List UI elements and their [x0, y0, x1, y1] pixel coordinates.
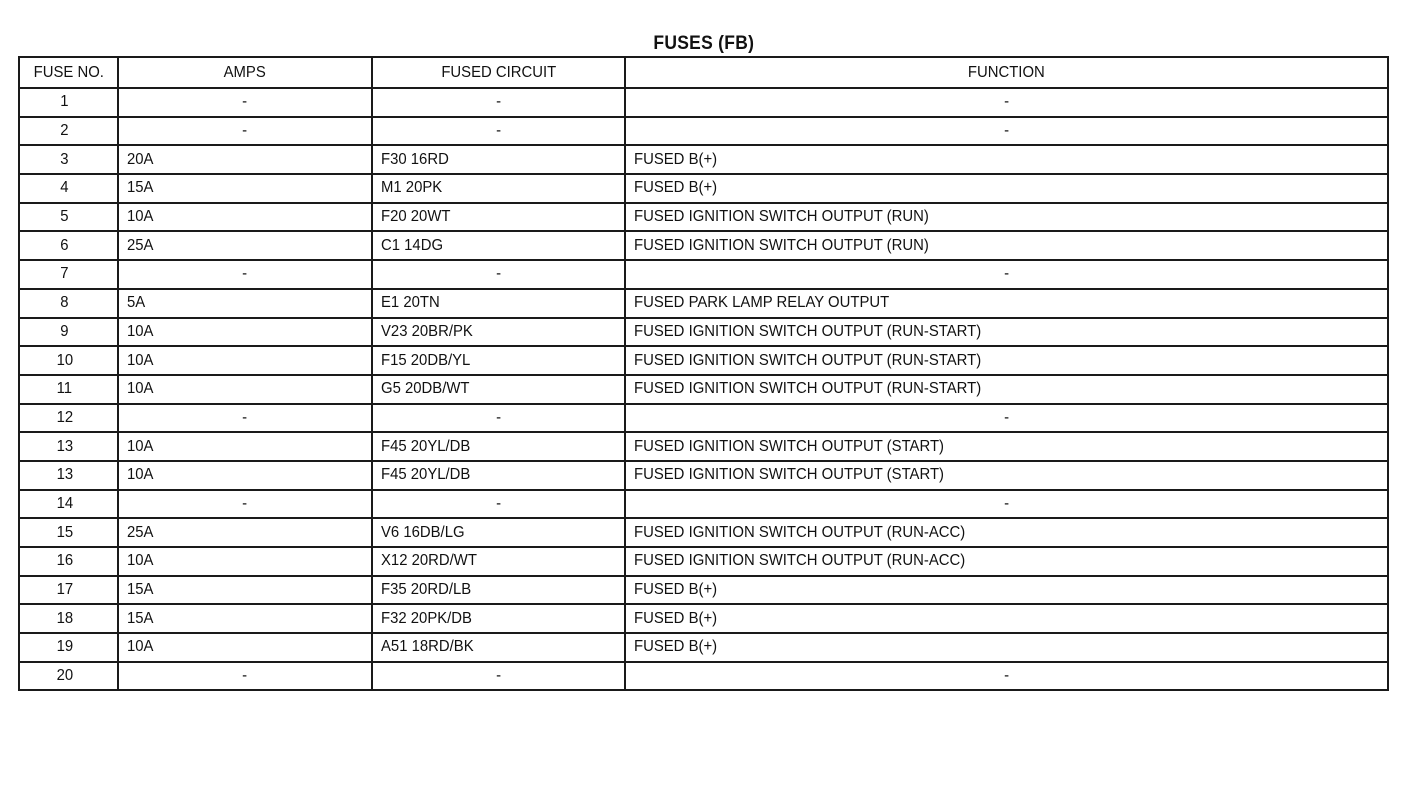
function-cell-text: -	[1004, 265, 1009, 283]
fused-circuit-cell-text: V6 16DB/LG	[381, 523, 465, 541]
amps-cell-text: 10A	[127, 322, 154, 340]
table-header	[19, 57, 1388, 88]
column-header-label: AMPS	[223, 63, 267, 81]
fused-circuit-cell	[372, 346, 625, 375]
amps-cell-text: 25A	[127, 236, 154, 254]
fused-circuit-cell-text: C1 14DG	[381, 236, 444, 254]
function-cell	[625, 174, 1388, 203]
amps-cell-text: 5A	[127, 294, 146, 312]
function-cell	[625, 547, 1388, 576]
fused-circuit-cell-text: F32 20PK/DB	[381, 609, 472, 627]
amps-cell-text: 10A	[127, 638, 154, 656]
fused-circuit-cell-text: F30 16RD	[381, 150, 449, 168]
fuse-number-cell-text: 4	[60, 179, 69, 197]
amps-cell-text: 20A	[127, 150, 154, 168]
function-cell	[625, 260, 1388, 289]
amps-cell	[118, 174, 372, 203]
amps-cell	[118, 461, 372, 490]
amps-cell	[118, 318, 372, 347]
column-header-label: FUSED CIRCUIT	[441, 63, 556, 81]
function-cell	[625, 318, 1388, 347]
fused-circuit-cell-text: X12 20RD/WT	[381, 552, 477, 570]
fused-circuit-cell-text: G5 20DB/WT	[381, 380, 470, 398]
fuse-number-cell	[19, 88, 118, 117]
fused-circuit-cell	[372, 260, 625, 289]
fused-circuit-cell	[372, 604, 625, 633]
table-row	[19, 518, 1388, 547]
function-cell-text: FUSED IGNITION SWITCH OUTPUT (START)	[634, 466, 944, 484]
fused-circuit-cell-text: F20 20WT	[381, 208, 451, 226]
fuse-number-cell	[19, 117, 118, 146]
fuse-number-cell	[19, 461, 118, 490]
amps-cell	[118, 231, 372, 260]
column-header-label: FUNCTION	[968, 63, 1045, 81]
fuse-number-cell-text: 13	[56, 437, 73, 455]
table-body	[19, 88, 1388, 690]
function-cell	[625, 346, 1388, 375]
amps-cell	[118, 662, 372, 691]
table-row	[19, 662, 1388, 691]
fused-circuit-cell-text: M1 20PK	[381, 179, 443, 197]
function-cell	[625, 289, 1388, 318]
fused-circuit-cell	[372, 518, 625, 547]
function-cell	[625, 404, 1388, 433]
amps-cell	[118, 633, 372, 662]
fuse-number-cell	[19, 174, 118, 203]
amps-cell	[118, 604, 372, 633]
fuse-number-cell-text: 9	[60, 322, 69, 340]
amps-cell	[118, 117, 372, 146]
fused-circuit-cell-text: F35 20RD/LB	[381, 581, 472, 599]
amps-cell	[118, 145, 372, 174]
fuse-number-cell	[19, 404, 118, 433]
amps-cell-text: 10A	[127, 208, 154, 226]
fuse-number-cell-text: 1	[60, 93, 69, 111]
function-cell-text: -	[1004, 494, 1009, 512]
amps-cell-text: -	[242, 93, 248, 111]
amps-cell-text: 10A	[127, 552, 154, 570]
table-row	[19, 576, 1388, 605]
function-cell-text: FUSED IGNITION SWITCH OUTPUT (RUN-START)	[634, 322, 982, 340]
fuse-number-cell	[19, 289, 118, 318]
function-cell	[625, 604, 1388, 633]
amps-cell	[118, 576, 372, 605]
column-header-amps	[118, 57, 372, 88]
fuse-number-cell-text: 10	[56, 351, 73, 369]
function-cell-text: FUSED IGNITION SWITCH OUTPUT (RUN-ACC)	[634, 552, 966, 570]
fuse-number-cell	[19, 490, 118, 519]
fuse-number-cell	[19, 375, 118, 404]
table-row	[19, 490, 1388, 519]
function-cell	[625, 375, 1388, 404]
fuse-number-cell-text: 13	[56, 466, 73, 484]
amps-cell	[118, 547, 372, 576]
function-cell-text: FUSED IGNITION SWITCH OUTPUT (RUN-ACC)	[634, 523, 966, 541]
fuse-number-cell-text: 17	[56, 581, 73, 599]
fused-circuit-cell-text: F45 20YL/DB	[381, 437, 471, 455]
function-cell	[625, 633, 1388, 662]
fused-circuit-cell-text: -	[496, 265, 501, 283]
fuse-number-cell-text: 19	[56, 638, 73, 656]
fuse-number-cell-text: 20	[56, 667, 73, 685]
function-cell	[625, 88, 1388, 117]
function-cell-text: FUSED PARK LAMP RELAY OUTPUT	[634, 294, 890, 312]
function-cell	[625, 461, 1388, 490]
table-row	[19, 260, 1388, 289]
function-cell-text: FUSED IGNITION SWITCH OUTPUT (START)	[634, 437, 944, 455]
fuse-number-cell	[19, 346, 118, 375]
table-row	[19, 633, 1388, 662]
table-row	[19, 404, 1388, 433]
amps-cell	[118, 490, 372, 519]
function-cell-text: FUSED IGNITION SWITCH OUTPUT (RUN)	[634, 208, 929, 226]
amps-cell-text: 15A	[127, 609, 154, 627]
function-cell-text: FUSED IGNITION SWITCH OUTPUT (RUN)	[634, 236, 929, 254]
fused-circuit-cell	[372, 145, 625, 174]
function-cell	[625, 662, 1388, 691]
fuse-number-cell	[19, 518, 118, 547]
fused-circuit-cell	[372, 490, 625, 519]
function-cell	[625, 203, 1388, 232]
fuse-number-cell	[19, 633, 118, 662]
amps-cell-text: -	[242, 667, 248, 685]
column-header-label: FUSE NO.	[33, 63, 104, 81]
fused-circuit-cell-text: -	[496, 122, 501, 140]
amps-cell	[118, 88, 372, 117]
fused-circuit-cell	[372, 88, 625, 117]
table-row	[19, 203, 1388, 232]
function-cell-text: -	[1004, 667, 1009, 685]
fused-circuit-cell-text: -	[496, 494, 501, 512]
table-row	[19, 346, 1388, 375]
fuse-number-cell-text: 6	[60, 236, 69, 254]
fuse-number-cell-text: 2	[60, 122, 69, 140]
fused-circuit-cell	[372, 633, 625, 662]
amps-cell-text: -	[242, 494, 248, 512]
fuse-number-cell-text: 7	[60, 265, 69, 283]
amps-cell-text: 10A	[127, 351, 154, 369]
fused-circuit-cell	[372, 404, 625, 433]
fuse-number-cell-text: 15	[56, 523, 73, 541]
fuse-number-cell	[19, 318, 118, 347]
fuse-number-cell	[19, 547, 118, 576]
fuse-number-cell	[19, 662, 118, 691]
table-row	[19, 318, 1388, 347]
fused-circuit-cell-text: F15 20DB/YL	[381, 351, 471, 369]
fused-circuit-cell	[372, 231, 625, 260]
amps-cell	[118, 346, 372, 375]
table-row	[19, 547, 1388, 576]
amps-cell-text: 10A	[127, 380, 154, 398]
column-header-function	[625, 57, 1388, 88]
amps-cell	[118, 203, 372, 232]
fused-circuit-cell-text: -	[496, 408, 501, 426]
amps-cell-text: 10A	[127, 437, 154, 455]
amps-cell	[118, 289, 372, 318]
page-title	[0, 33, 1408, 55]
fuse-number-cell	[19, 260, 118, 289]
amps-cell-text: 15A	[127, 179, 154, 197]
fused-circuit-cell-text: F45 20YL/DB	[381, 466, 471, 484]
fuse-number-cell-text: 8	[60, 294, 69, 312]
fuse-number-cell	[19, 145, 118, 174]
column-header-fuse-no	[19, 57, 118, 88]
amps-cell-text: -	[242, 122, 248, 140]
function-cell-text: -	[1004, 122, 1009, 140]
fuse-number-cell-text: 3	[60, 150, 69, 168]
amps-cell	[118, 375, 372, 404]
fuse-number-cell-text: 12	[56, 408, 73, 426]
table-row	[19, 461, 1388, 490]
amps-cell-text: 15A	[127, 581, 154, 599]
function-cell	[625, 117, 1388, 146]
column-header-fused-circuit	[372, 57, 625, 88]
function-cell-text: FUSED B(+)	[634, 581, 718, 599]
table-row	[19, 174, 1388, 203]
fuse-number-cell	[19, 604, 118, 633]
fused-circuit-cell	[372, 117, 625, 146]
fused-circuit-cell	[372, 432, 625, 461]
fused-circuit-cell	[372, 547, 625, 576]
fused-circuit-cell	[372, 203, 625, 232]
table-row	[19, 375, 1388, 404]
function-cell-text: -	[1004, 408, 1009, 426]
fused-circuit-cell	[372, 576, 625, 605]
fused-circuit-cell-text: V23 20BR/PK	[381, 322, 473, 340]
fuse-number-cell	[19, 231, 118, 260]
table-row	[19, 145, 1388, 174]
fused-circuit-cell-text: -	[496, 667, 501, 685]
fuse-table	[18, 56, 1389, 691]
function-cell	[625, 576, 1388, 605]
amps-cell	[118, 404, 372, 433]
fuse-number-cell-text: 16	[56, 552, 73, 570]
function-cell	[625, 145, 1388, 174]
fuse-number-cell	[19, 203, 118, 232]
fused-circuit-cell	[372, 375, 625, 404]
header-row	[19, 57, 1388, 88]
fused-circuit-cell	[372, 461, 625, 490]
function-cell	[625, 490, 1388, 519]
amps-cell-text: -	[242, 408, 248, 426]
function-cell	[625, 432, 1388, 461]
table-row	[19, 289, 1388, 318]
function-cell-text: FUSED B(+)	[634, 638, 718, 656]
amps-cell-text: 10A	[127, 466, 154, 484]
table-row	[19, 432, 1388, 461]
fuse-number-cell-text: 5	[60, 208, 69, 226]
function-cell-text: FUSED B(+)	[634, 150, 718, 168]
table-row	[19, 231, 1388, 260]
fuse-number-cell	[19, 432, 118, 461]
fused-circuit-cell	[372, 174, 625, 203]
fused-circuit-cell	[372, 318, 625, 347]
function-cell	[625, 518, 1388, 547]
fused-circuit-cell-text: -	[496, 93, 501, 111]
amps-cell	[118, 518, 372, 547]
function-cell-text: -	[1004, 93, 1009, 111]
table-row	[19, 604, 1388, 633]
amps-cell-text: -	[242, 265, 248, 283]
fuse-number-cell-text: 14	[56, 494, 73, 512]
fuse-number-cell	[19, 576, 118, 605]
amps-cell	[118, 432, 372, 461]
fused-circuit-cell-text: A51 18RD/BK	[381, 638, 474, 656]
amps-cell	[118, 260, 372, 289]
function-cell-text: FUSED IGNITION SWITCH OUTPUT (RUN-START)	[634, 380, 982, 398]
fuse-number-cell-text: 18	[56, 609, 73, 627]
fused-circuit-cell	[372, 662, 625, 691]
table-row	[19, 117, 1388, 146]
fused-circuit-cell-text: E1 20TN	[381, 294, 440, 312]
amps-cell-text: 25A	[127, 523, 154, 541]
fused-circuit-cell	[372, 289, 625, 318]
function-cell	[625, 231, 1388, 260]
fuse-number-cell-text: 11	[56, 380, 73, 398]
function-cell-text: FUSED B(+)	[634, 179, 718, 197]
page-title-text: FUSES (FB)	[653, 33, 755, 54]
table-row	[19, 88, 1388, 117]
function-cell-text: FUSED B(+)	[634, 609, 718, 627]
function-cell-text: FUSED IGNITION SWITCH OUTPUT (RUN-START)	[634, 351, 982, 369]
